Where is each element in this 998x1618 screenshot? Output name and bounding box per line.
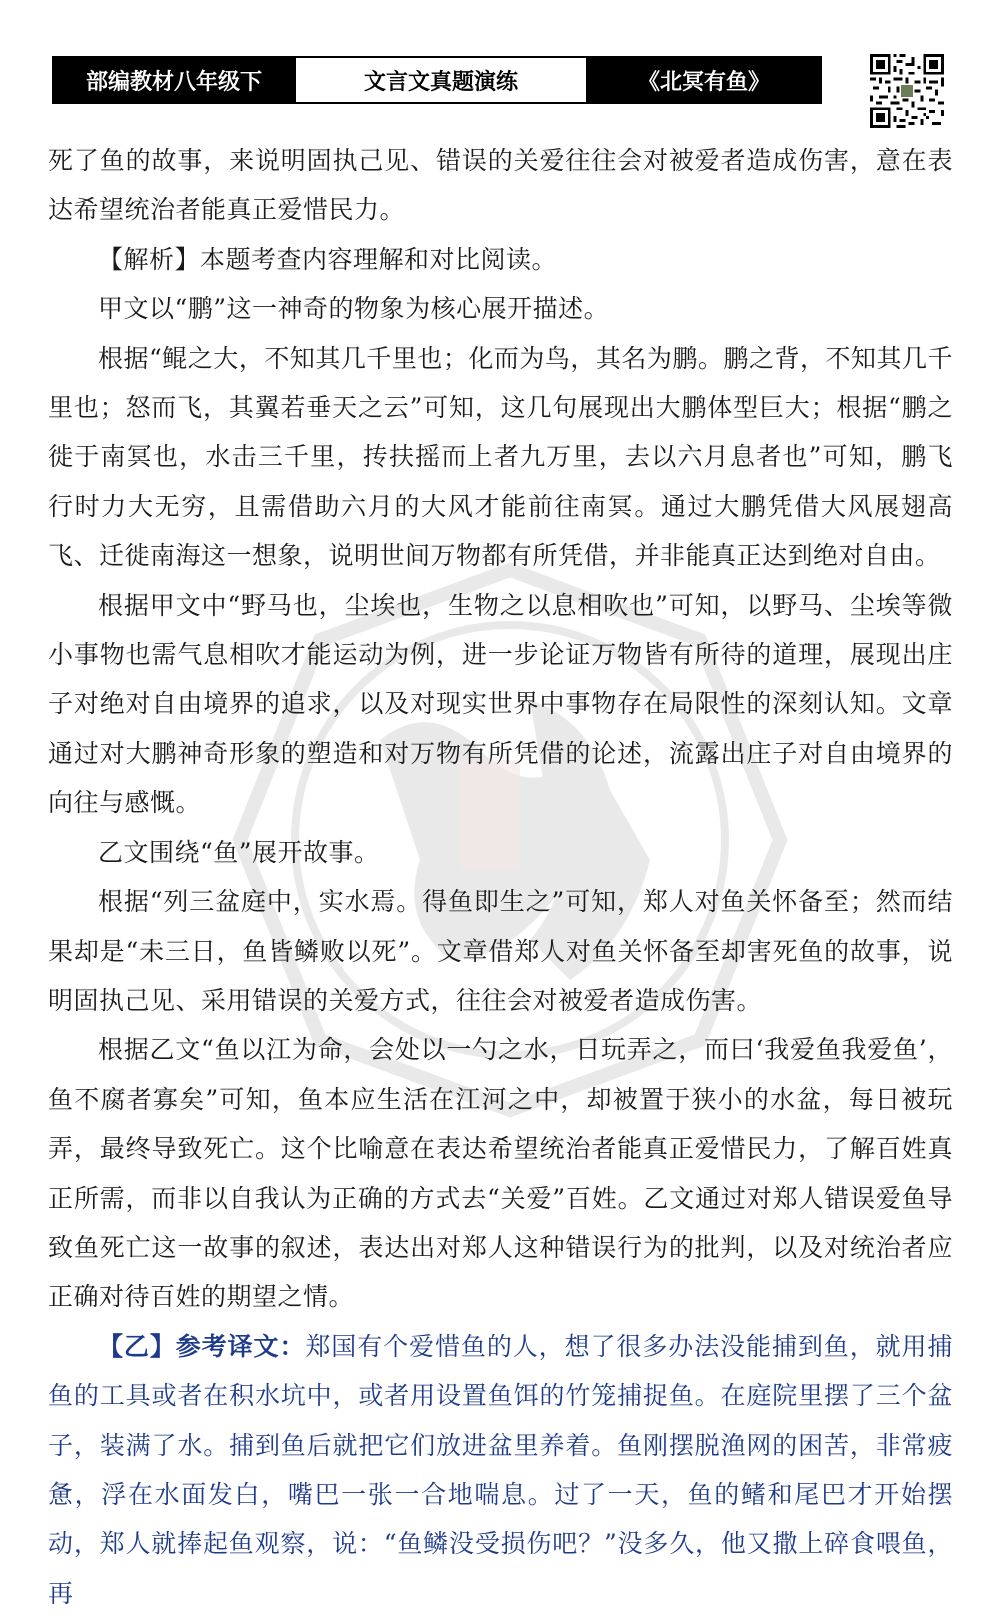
paragraph-5: 乙文围绕“鱼”展开故事。 (98, 837, 380, 867)
paragraph-6: 根据“列三盆庭中，实水焉。得鱼即生之”可知，郑人对鱼关怀备至；然而结果却是“未三日，鱼皆鳞败以死”。文章借郑人对鱼关怀备至却害死鱼的故事，说明固执己见、采用错误的关爱方式，往往会对被爱者造成伤害。 (48, 887, 953, 1015)
header-lesson: 《北冥有鱼》 (588, 58, 820, 102)
paragraph-4: 根据甲文中“野马也，尘埃也，生物之以息相吹也”可知，以野马、尘埃等微小事物也需气息相吹才能运动为例，进一步论证万物皆有所待的道理，展现出庄子对绝对自由境界的追求，以及对现实世界中事物存在局限性的深刻认知。文章通过对大鹏神奇形象的塑造和对万物有所凭借的论述，流露出庄子对自由境界的向往与感慨。 (48, 590, 953, 818)
paragraph-translation (48, 1322, 953, 1618)
translation-label: 【乙】参考译文： (98, 1331, 306, 1361)
qr-code-icon (870, 54, 944, 128)
document-body (48, 136, 953, 1618)
translation-text: 郑国有个爱惜鱼的人，想了很多办法没能捕到鱼，就用捕鱼的工具或者在积水坑中，或者用设置鱼饵的竹笼捕捉鱼。在庭院里摆了三个盆子，装满了水。捕到鱼后就把它们放进盆里养着。鱼刚摆脱渔网的困苦，非常疲惫，浮在水面发白，嘴巴一张一合地喘息。过了一天，鱼的鳍和尾巴才开始摆动，郑人就捧起鱼观察，说：“鱼鳞没受损伤吧？”没多久，他又撒上碎食喂鱼，再 (48, 1331, 953, 1608)
paragraph-7: 根据乙文“鱼以江为命，会处以一勺之水，日玩弄之，而曰‘我爱鱼我爱鱼’，鱼不腐者寡矣”可知，鱼本应生活在江河之中，却被置于狭小的水盆，每日被玩弄，最终导致死亡。这个比喻意在表达希望统治者能真正爱惜民力，了解百姓真正所需，而非以自我认为正确的方式去“关爱”百姓。乙文通过对郑人错误爱鱼导致鱼死亡这一故事的叙述，表达出对郑人这种错误行为的批判，以及对统治者应正确对待百姓的期望之情。 (48, 1035, 953, 1312)
header-grade: 部编教材八年级下 (54, 58, 294, 102)
analysis-text: 本题考查内容理解和对比阅读。 (200, 244, 558, 274)
analysis-label: 【解析】 (98, 244, 201, 274)
paragraph-3: 根据“鲲之大，不知其几千里也；化而为鸟，其名为鹏。鹏之背，不知其几千里也；怒而飞，其翼若垂天之云”可知，这几句展现出大鹏体型巨大；根据“鹏之徙于南冥也，水击三千里，抟扶摇而上者九万里，去以六月息者也”可知，鹏飞行时力大无穷，且需借助六月的大风才能前往南冥。通过大鹏凭借大风展翅高飞、迁徙南海这一想象，说明世间万物都有所凭借，并非能真正达到绝对自由。 (48, 343, 953, 571)
paragraph-2: 甲文以“鹏”这一神奇的物象为核心展开描述。 (98, 294, 610, 324)
header-topic: 文言文真题演练 (294, 58, 588, 102)
paragraph-0: 死了鱼的故事，来说明固执己见、错误的关爱往往会对被爱者造成伤害，意在表达希望统治者能真正爱惜民力。 (48, 146, 953, 225)
header-bar (52, 56, 822, 104)
paragraph-analysis (48, 235, 953, 284)
